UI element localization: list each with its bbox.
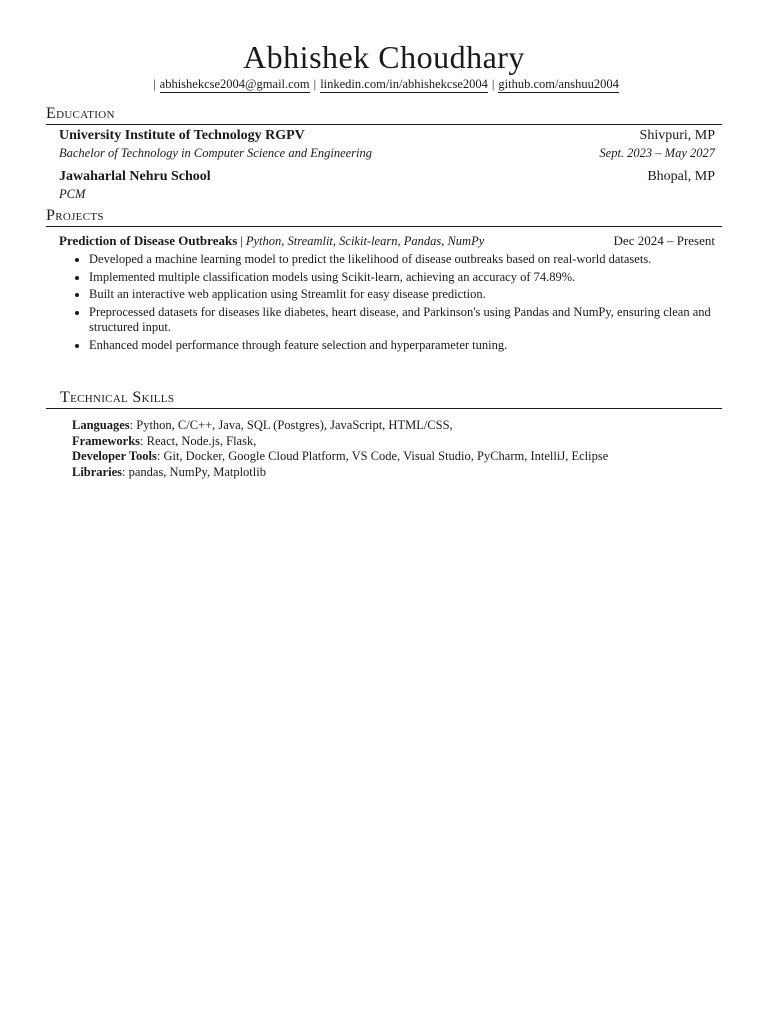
resume-page: [46, 38, 722, 480]
institution-location: Bhopal, MP: [647, 169, 715, 184]
list-item: • Developed a machine learning model to predict the likelihood of disease outbreaks based on real-world datasets.: [89, 252, 715, 268]
project-header: [59, 232, 715, 250]
skills-label: Libraries: [72, 464, 122, 479]
project-separator: |: [240, 233, 243, 248]
skills-section-title: Technical Skills: [46, 389, 722, 409]
skills-list: [46, 418, 722, 480]
degree: PCM: [59, 187, 86, 201]
project-tech-stack: Python, Streamlit, Scikit-learn, Pandas, NumPy: [245, 234, 485, 248]
skills-value: : Git, Docker, Google Cloud Platform, VS Code, Visual Studio, PyCharm, IntelliJ, Eclipse: [156, 449, 609, 463]
list-item: • Enhanced model performance through feature selection and hyperparameter tuning.: [89, 338, 715, 354]
degree: Bachelor of Technology in Computer Science and Engineering: [59, 146, 373, 160]
list-item: • Preprocessed datasets for diseases like diabetes, heart disease, and Parkinson's using Pandas and NumPy, ensuring clean and structured input.: [89, 305, 715, 336]
skills-row: [72, 434, 722, 450]
project-dates: Dec 2024 – Present: [613, 233, 715, 248]
contact-line: [46, 76, 722, 92]
candidate-name: Abhishek Choudhary: [243, 39, 525, 75]
education-entry-header: [59, 127, 715, 145]
institution-name: Jawaharlal Nehru School: [59, 169, 211, 184]
education-entry-subheader: [59, 145, 715, 162]
education-entry-subheader: [59, 186, 715, 203]
skills-label: Languages: [72, 418, 130, 432]
skills-row: [72, 418, 722, 434]
education-entry: [46, 168, 722, 203]
skills-label: Developer Tools: [72, 449, 157, 463]
project-entry: [46, 232, 722, 353]
skills-row: [72, 465, 722, 481]
contact-separator: |: [313, 77, 317, 91]
project-heading: [59, 232, 484, 250]
project-bullet-list: [59, 252, 715, 353]
education-entry: [46, 127, 722, 162]
projects-section-title: Projects: [46, 207, 722, 227]
skills-label: Frameworks: [72, 433, 141, 448]
contact-separator: |: [491, 77, 495, 91]
skills-value: : React, Node.js, Flask,: [140, 433, 257, 448]
skills-value: : pandas, NumPy, Matplotlib: [122, 464, 266, 479]
skills-row: [72, 449, 722, 465]
education-entry-header: [59, 168, 715, 186]
institution-name: University Institute of Technology RGPV: [59, 128, 305, 143]
contact-separator: |: [153, 77, 156, 91]
skills-value: : Python, C/C++, Java, SQL (Postgres), JavaScript, HTML/CSS,: [129, 418, 453, 432]
institution-location: Shivpuri, MP: [639, 128, 715, 143]
linkedin-link[interactable]: linkedin.com/in/abhishekcse2004: [320, 77, 488, 91]
education-dates: Sept. 2023 – May 2027: [599, 146, 715, 160]
list-item: • Built an interactive web application using Streamlit for easy disease prediction.: [89, 287, 715, 303]
github-link[interactable]: github.com/anshuu2004: [498, 77, 619, 91]
list-item: • Implemented multiple classification models using Scikit-learn, achieving an accuracy of 74.89%.: [89, 270, 715, 286]
education-section-title: Education: [46, 105, 722, 125]
email-link[interactable]: abhishekcse2004@gmail.com: [159, 77, 310, 91]
project-name: Prediction of Disease Outbreaks: [59, 233, 238, 248]
